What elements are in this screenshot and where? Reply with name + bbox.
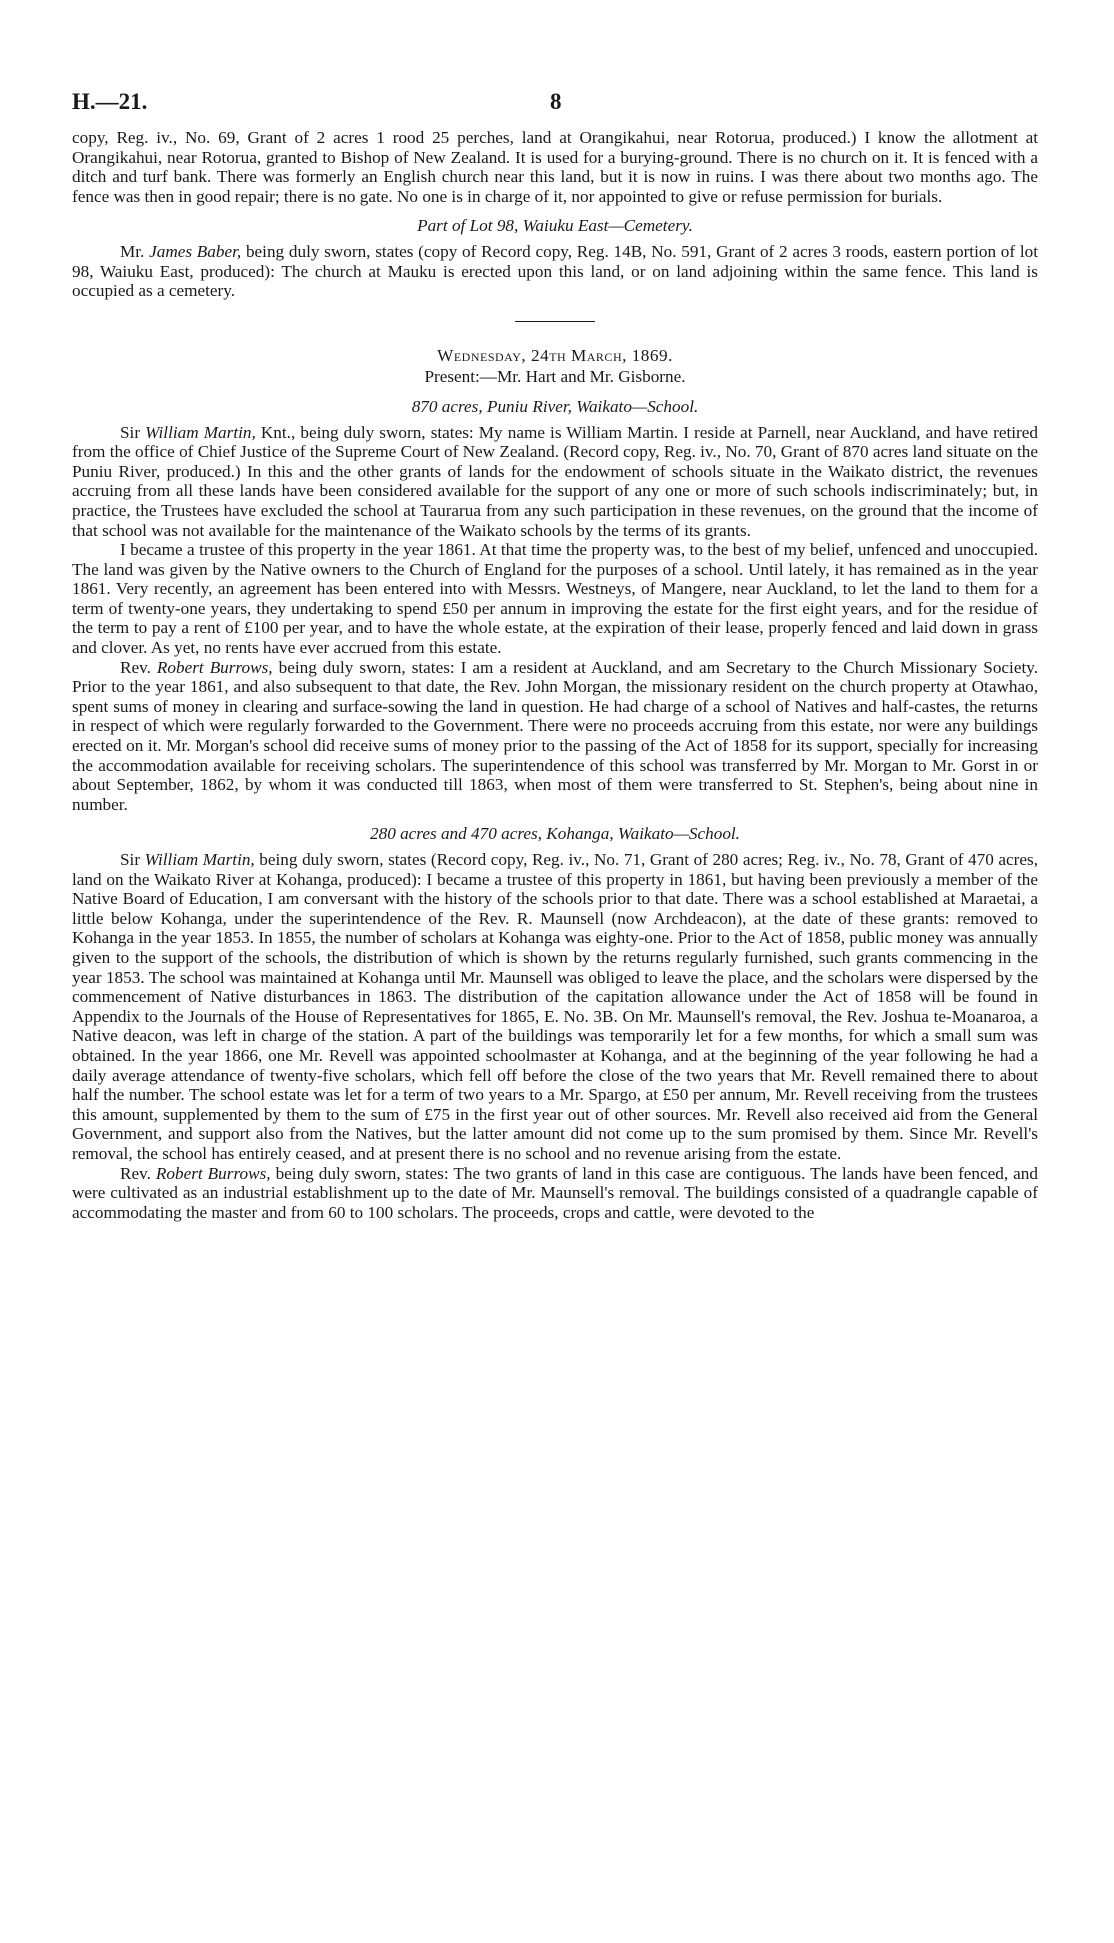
paragraph-baber-testimony — [72, 242, 1038, 301]
section-heading-kohanga: 280 acres and 470 acres, Kohanga, Waikato—School. — [370, 824, 740, 844]
paragraph-trustee-history: I became a trustee of this property in the year 1861. At that time the property was, to the best of my belief, unfenced and unoccupied. The land was given by the Native owners to the Church of England for the purposes of a school. Until lately, it has remained as in the year 1861. Very recently, an agreement has been entered into with Messrs. Westneys, of Mangere, near Auckland, to let the land to them for a term of twenty-one years, they undertaking to spend £50 per annum in improving the estate for the first eight years, and for the residue of the term to pay a rent of £100 per year, and to have the whole estate, at the expiration of their lease, properly fenced and laid down in grass and clover. As yet, no rents have ever accrued from this estate. — [72, 540, 1038, 658]
meeting-date: Wednesday, 24th March, 1869. — [437, 345, 673, 365]
title: Sir — [120, 422, 146, 442]
testimony-text: being duly sworn, states: The two grants of land in this case are contiguous. The lands have been fenced, and were cultivated as an industrial establishment up to the date of Mr. Maunsell's removal. The buildings consisted of a quadrangle capable of accommodating the master and from 60 to 100 scholars. The proceeds, crops and cattle, were devoted to the — [72, 1163, 1038, 1222]
section-divider — [515, 321, 595, 322]
testimony-text: being duly sworn, states (Record copy, Reg. iv., No. 71, Grant of 280 acres; Reg. iv., No. 78, Grant of 470 acres, land on the Waikato River at Kohanga, produced): I became a trustee of this property in 1861, but having been previously a member of the Native Board of Education, I am conversant with the history of the schools prior to that date. There was a school established at Maraetai, a little below Kohanga, under the superintendence of the Rev. R. Maunsell (now Archdeacon), at the date of these grants: removed to Kohanga in the year 1853. In 1855, the number of scholars at Kohanga was eighty-one. Prior to the Act of 1858, public money was annually given to the support of the schools, the distribution of which is shown by the returns regularly furnished, such grants commencing in the year 1853. The school was maintained at Kohanga until Mr. Maunsell was obliged to leave the place, and the scholars were dispersed by the commencement of Native disturbances in 1863. The distribution of the capitation allowance under the Act of 1858 will be found in Appendix to the Journals of the House of Representatives for 1865, E. No. 3B. On Mr. Maunsell's removal, the Rev. Joshua te-Moanaroa, a Native deacon, was left in charge of the station. A part of the buildings was temporarily let for a few months, for which a small sum was obtained. In the year 1866, one Mr. Revell was appointed schoolmaster at Kohanga, and at the beginning of the year following he had a daily average attendance of twenty-five scholars, which fell off before the close of the two years that Mr. Revell remained there to about half the number. The school estate was let for a term of two years to a Mr. Spargo, at £50 per annum, Mr. Revell receiving from the trustees this amount, supplemented by them to the sum of £75 in the first year out of other sources. Mr. Revell also received aid from the General Government, and support also from the Natives, but the latter amount did not come up to the sum promised by them. Since Mr. Revell's removal, the school has entirely ceased, and at present there is no school and no revenue arising from the estate. — [72, 850, 1038, 1163]
title: Rev. — [120, 657, 157, 677]
page-number: 8 — [550, 89, 562, 114]
section-heading-puniu: 870 acres, Puniu River, Waikato—School. — [411, 396, 699, 416]
paragraph-martin-testimony — [72, 423, 1038, 541]
testimony-text: Knt., being duly sworn, states: My name is William Martin. I reside at Parnell, near Auckland, and have retired from the office of Chief Justice of the Supreme Court of New Zealand. (Record copy, Reg. iv., No. 70, Grant of 870 acres land situate on the Puniu River, produced.) In this and the other grants of lands for the endowment of schools situate in the Waikato district, the revenues accruing from all these lands have been considered available for the support of any one or more of such schools indiscriminately; but, in practice, the Trustees have excluded the school at Taurarua from any such participation in these revenues, on the ground that the income of that school was not available for the maintenance of the Waikato schools by the terms of its grants. — [72, 422, 1038, 540]
continuation-paragraph: copy, Reg. iv., No. 69, Grant of 2 acres 1 rood 25 perches, land at Orangikahui, near Rotorua, produced.) I know the allotment at Orangikahui, near Rotorua, granted to Bishop of New Zealand. It is used for a burying-ground. There is no church on it. It is fenced with a ditch and turf bank. There was formerly an English church near this land, but it is now in ruins. I was there about two months ago. The fence was then in good repair; there is no gate. No one is in charge of it, nor appointed to give or refuse permission for burials. — [72, 128, 1038, 206]
testimony-text: being duly sworn, states: I am a resident at Auckland, and am Secretary to the Church Missionary Society. Prior to the year 1861, and also subsequent to that date, the Rev. John Morgan, the missionary resident on the church property at Otawhao, spent sums of money in clearing and surface-sowing the land in question. He had charge of a school of Natives and half-castes, the returns in respect of which were regularly forwarded to the Government. There were no proceeds accruing from this estate, nor were any buildings erected on it. Mr. Morgan's school did receive sums of money prior to the passing of the Act of 1858 for its support, specially for increasing the accommodation available for receiving scholars. The superintendence of this school was transferred by Mr. Morgan to Mr. Gorst in or about September, 1862, by whom it was conducted till 1863, when most of them were transferred to St. Stephen's, being about nine in number. — [72, 657, 1039, 814]
title: Rev. — [120, 1163, 156, 1183]
testimony-text: being duly sworn, states (copy of Record copy, Reg. 14B, No. 591, Grant of 2 acres 3 roods, eastern portion of lot 98, Waiuku East, produced): The church at Mauku is erected upon this land, or on land adjoining within the same fence. This land is occupied as a cemetery. — [72, 241, 1038, 301]
witness-name: William Martin, — [145, 422, 256, 442]
title: Mr. — [120, 241, 150, 261]
witness-name: James Baber, — [149, 241, 242, 261]
witness-name: Robert Burrows, — [155, 1163, 271, 1183]
witness-name: William Martin, — [144, 850, 255, 869]
paragraph-burrows-kohanga — [72, 1164, 1038, 1223]
paragraph-martin-kohanga — [72, 850, 1038, 1164]
section-heading-waiuku: Part of Lot 98, Waiuku East—Cemetery. — [417, 216, 693, 236]
meeting-present: Present:—Mr. Hart and Mr. Gisborne. — [424, 367, 686, 387]
title: Sir — [120, 850, 145, 869]
paragraph-burrows-testimony — [72, 658, 1038, 815]
document-reference: H.—21. — [72, 89, 148, 114]
witness-name: Robert Burrows, — [156, 657, 273, 677]
document-page — [72, 89, 1039, 1222]
page-header — [72, 89, 1038, 128]
